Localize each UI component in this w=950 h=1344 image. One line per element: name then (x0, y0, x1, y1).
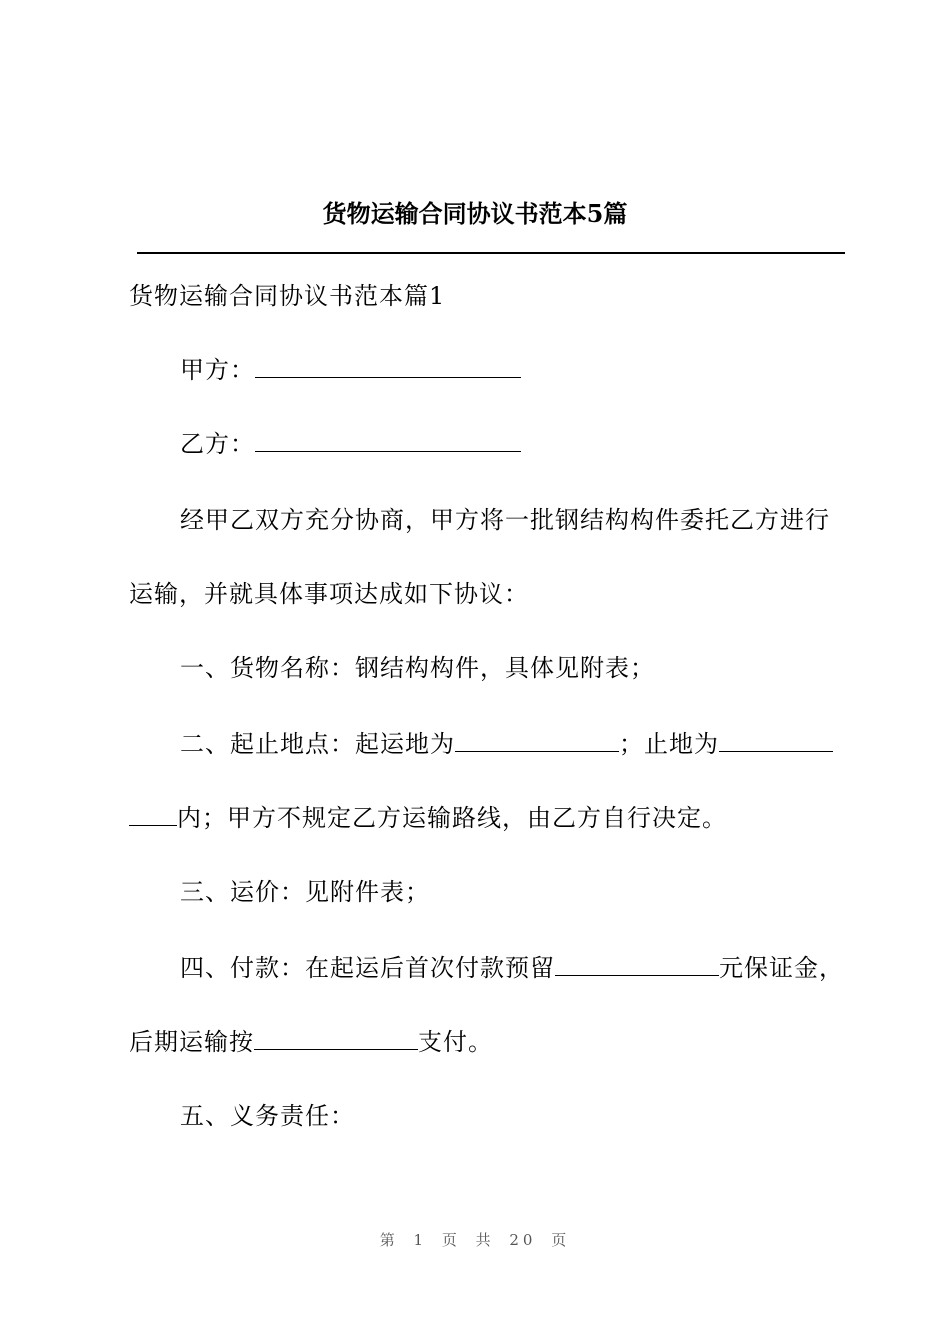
clause-4-deposit-unit: 元保证金， (719, 954, 844, 982)
clause-4-line-2 (129, 1026, 841, 1058)
clause-2-route-text: 内；甲方不规定乙方运输路线，由乙方自行决定。 (177, 804, 727, 832)
clause-1: 一、货物名称：钢结构构件，具体见附表； (180, 654, 655, 682)
origin-blank (455, 729, 619, 752)
party-a-label: 甲方： (180, 356, 255, 384)
party-b-label: 乙方： (180, 430, 255, 458)
document-title: 货物运输合同协议书范本5篇 (322, 199, 628, 228)
party-b-line (180, 428, 841, 460)
party-a-line (180, 354, 841, 386)
page-number-footer: 第 1 页 共 20 页 (379, 1231, 571, 1249)
clause-3: 三、运价：见附件表； (180, 878, 430, 906)
clause-4-later-label: 后期运输按 (129, 1028, 254, 1056)
section-heading: 货物运输合同协议书范本篇1 (129, 282, 446, 310)
clause-2-line-1 (180, 728, 841, 760)
clause-4-payment-text: 支付。 (418, 1028, 493, 1056)
title-divider (137, 252, 845, 254)
intro-line-1: 经甲乙双方充分协商，甲方将一批钢结构构件委托乙方进行 (180, 506, 830, 534)
clause-5: 五、义务责任： (180, 1102, 355, 1130)
destination-blank-part2 (129, 803, 177, 826)
clause-4-line-1 (180, 952, 844, 984)
destination-blank-part1 (719, 729, 833, 752)
intro-line-2: 运输，并就具体事项达成如下协议： (129, 580, 529, 608)
clause-2-line-2 (129, 802, 841, 834)
deposit-blank (555, 953, 719, 976)
later-payment-blank (254, 1027, 418, 1050)
clause-4-deposit-label: 四、付款：在起运后首次付款预留 (180, 954, 555, 982)
clause-2-origin-label: 二、起止地点：起运地为 (180, 730, 455, 758)
clause-2-destination-label: ；止地为 (619, 730, 719, 758)
party-a-blank (255, 355, 521, 378)
party-b-blank (255, 429, 521, 452)
